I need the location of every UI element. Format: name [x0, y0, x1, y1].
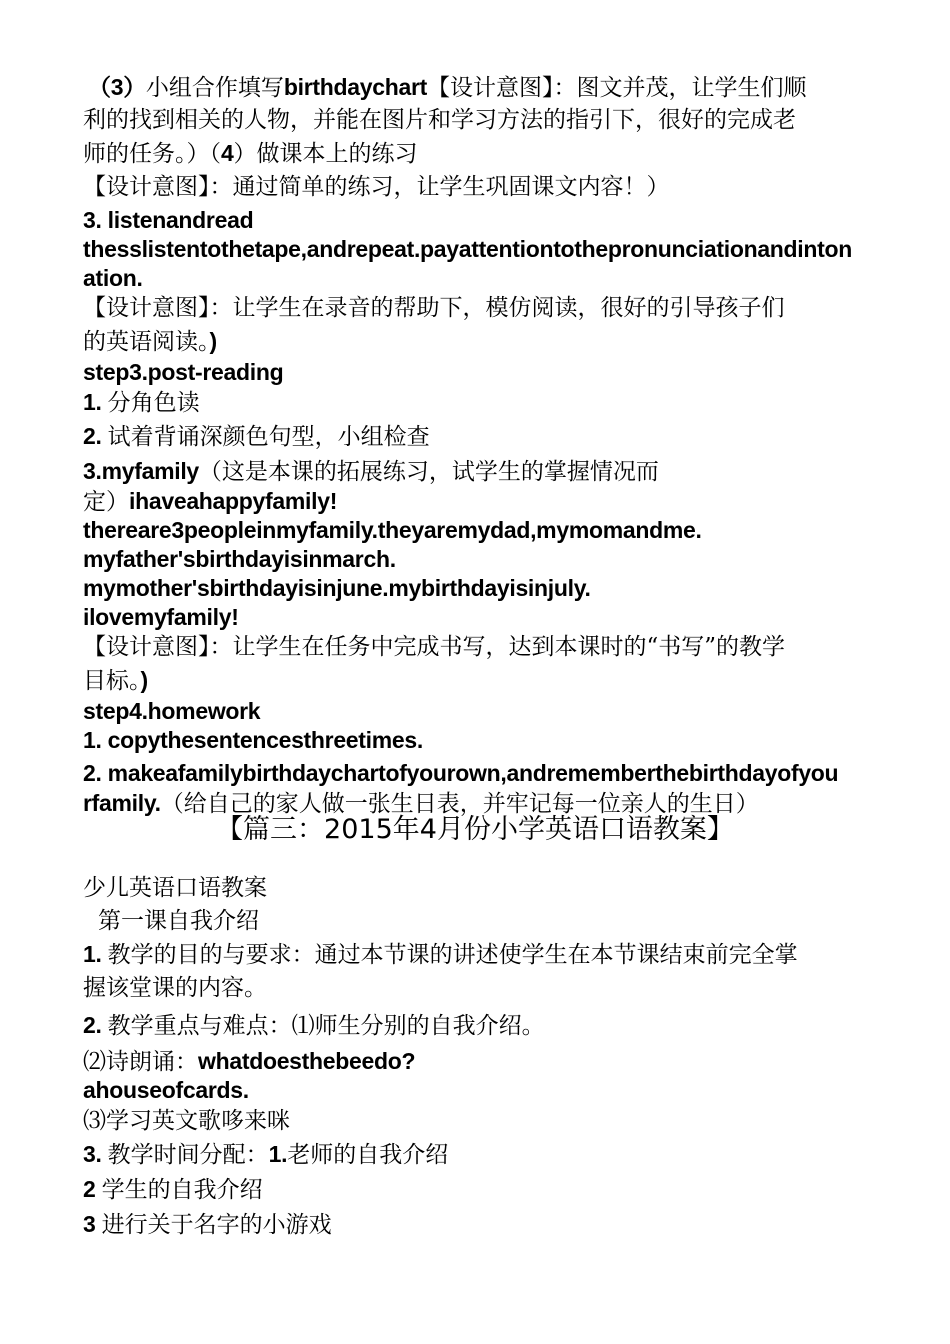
text-segment: ihaveahappyfamily! — [129, 488, 338, 514]
text-line — [83, 1046, 873, 1077]
text-line — [83, 632, 873, 662]
text-segment: 3 — [83, 1211, 102, 1237]
text-segment: 【设计意图】：图文并茂，让学生们顺 — [426, 75, 807, 101]
text-segment: whatdoesthebeedo? — [198, 1048, 416, 1074]
text-segment: 利的找到相关的人物，并能在图片和学习方法的指引下，很好的完成老 — [83, 107, 796, 133]
text-line — [83, 421, 873, 452]
text-segment: thereare3peopleinmyfamily.theyaremydad,mymomandme. — [83, 517, 702, 543]
text-line — [83, 1075, 873, 1106]
text-segment: ation. — [83, 265, 143, 291]
text-line — [83, 456, 873, 487]
text-line — [98, 906, 888, 936]
text-segment: ilovemyfamily! — [83, 604, 239, 630]
text-segment: 1. — [268, 1141, 288, 1167]
text-segment: 第一课自我介绍 — [98, 908, 259, 934]
text-line — [83, 105, 873, 135]
text-segment: birthdaychart — [283, 74, 427, 100]
text-segment: 【设计意图】：让学生在任务中完成书写，达到本课时的“书写”的教学 — [83, 634, 786, 660]
text-segment: 教学的目的与要求：通过本节课的讲述使学生在本节课结束前完全掌 — [107, 942, 798, 968]
text-segment: ⑶学习英文歌哆来咪 — [83, 1108, 290, 1134]
text-line — [83, 172, 873, 202]
text-line — [88, 72, 878, 103]
text-line — [83, 1174, 873, 1205]
text-segment: 教学时间分配： — [107, 1142, 269, 1168]
text-line — [83, 544, 873, 575]
text-segment: （这是本课的拓展练习，试学生的掌握情况而 — [198, 459, 659, 485]
text-line — [83, 1106, 873, 1136]
text-segment: 进行关于名字的小游戏 — [101, 1212, 332, 1238]
text-segment: 少儿英语口语教案 — [83, 875, 267, 901]
text-line — [83, 725, 873, 756]
text-segment: 1. copythesentencesthreetimes. — [83, 727, 423, 753]
text-line — [83, 357, 873, 388]
text-line — [83, 205, 873, 236]
text-segment: 定） — [83, 489, 129, 515]
text-segment: ）做课本上的练习 — [233, 141, 418, 167]
text-segment: 学生的自我介绍 — [101, 1177, 263, 1203]
text-line — [83, 939, 873, 970]
text-segment: rfamily. — [83, 790, 161, 816]
text-line — [83, 1139, 873, 1170]
text-segment: 老师的自我介绍 — [287, 1142, 449, 1168]
text-segment: 3. listenandread — [83, 207, 254, 233]
text-segment: 目标。 — [83, 668, 141, 694]
text-segment: 1. — [83, 389, 108, 415]
text-segment: ) — [209, 328, 217, 354]
text-line — [83, 486, 873, 517]
text-segment: step4.homework — [83, 698, 261, 724]
text-segment: 1. — [83, 941, 108, 967]
text-segment: myfather'sbirthdayisinmarch. — [83, 546, 396, 572]
text-line — [83, 573, 873, 604]
text-segment: 3.myfamily — [83, 458, 199, 484]
text-line — [83, 1209, 873, 1240]
text-segment: 【设计意图】：通过简单的练习，让学生巩固课文内容！） — [83, 174, 670, 200]
text-segment: ) — [140, 667, 148, 693]
text-segment: 2 — [83, 1176, 102, 1202]
text-segment: step3.post-reading — [83, 359, 284, 385]
text-segment: 3. — [83, 1141, 108, 1167]
text-segment: 的英语阅读。 — [83, 329, 210, 355]
text-segment: 4 — [221, 140, 234, 166]
text-line — [83, 602, 873, 633]
text-segment: ⑵诗朗诵： — [83, 1049, 198, 1075]
text-line — [83, 873, 873, 903]
text-line — [83, 138, 873, 169]
text-segment: 师的任务。）（ — [83, 141, 221, 167]
text-segment: 分角色读 — [107, 390, 200, 416]
text-line — [83, 263, 873, 294]
text-segment: （给自己的家人做一张生日表，并牢记每一位亲人的生日） — [160, 791, 759, 817]
section-heading: 【篇三：2015年4月份小学英语口语教案】 — [216, 814, 734, 845]
text-segment: 教学重点与难点：⑴师生分别的自我介绍。 — [107, 1013, 545, 1039]
text-segment: 【设计意图】：让学生在录音的帮助下，模仿阅读，很好的引导孩子们 — [83, 295, 785, 321]
text-line — [83, 696, 873, 727]
text-line — [83, 665, 873, 696]
text-segment: 2. — [83, 1012, 108, 1038]
text-line — [83, 293, 873, 323]
text-segment: 握该堂课的内容。 — [83, 975, 267, 1001]
text-segment: thesslistentothetape,andrepeat.payattentiontothepronunciationandinton — [83, 236, 853, 262]
text-segment: （3） — [88, 74, 146, 100]
text-segment: 小组合作填写 — [145, 75, 284, 101]
text-line — [83, 1010, 873, 1041]
text-line — [83, 515, 873, 546]
text-line — [83, 326, 873, 357]
text-line — [83, 758, 873, 789]
text-segment: 2. — [83, 423, 108, 449]
text-segment: ahouseofcards. — [83, 1077, 249, 1103]
text-segment: 试着背诵深颜色句型，小组检查 — [107, 424, 430, 450]
text-segment: 2. makeafamilybirthdaychartofyourown,andrememberthebirthdayofyou — [83, 760, 839, 786]
text-line — [83, 973, 873, 1003]
text-segment: mymother'sbirthdayisinjune.mybirthdayisinjuly. — [83, 575, 591, 601]
text-line — [83, 387, 873, 418]
text-line — [83, 234, 873, 265]
